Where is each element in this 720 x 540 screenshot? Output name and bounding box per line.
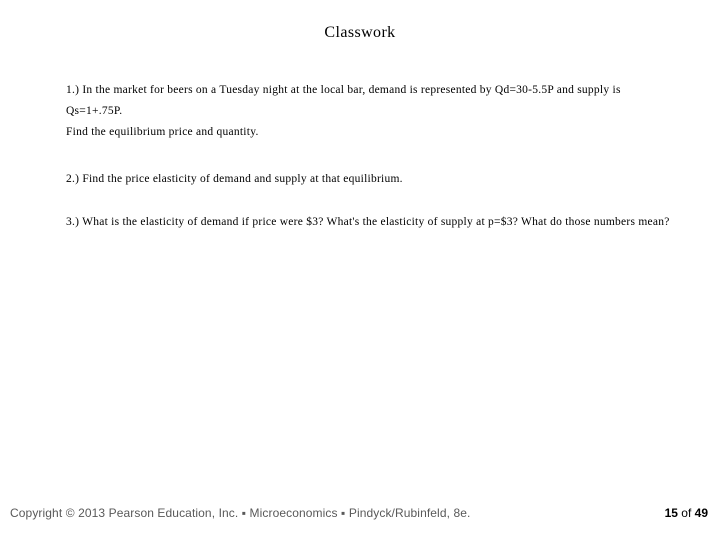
slide-footer — [0, 506, 720, 526]
page-number-current: 15 — [664, 506, 678, 520]
question-1-text: 1.) In the market for beers on a Tuesday night at the local bar, demand is represented by Qd=30-5.5P and supply is Qs=1+.75P. — [66, 84, 621, 117]
slide-body — [66, 80, 676, 233]
question-2-text: 2.) Find the price elasticity of demand and supply at that equilibrium. — [66, 173, 403, 185]
page-number-of: of — [681, 506, 692, 520]
question-1-followup-text: Find the equilibrium price and quantity. — [66, 126, 259, 138]
page-number — [665, 506, 708, 520]
copyright-text: Copyright © 2013 Pearson Education, Inc. ▪ Microeconomics ▪ Pindyck/Rubinfeld, 8e. — [10, 506, 471, 520]
page-title: Classwork — [324, 24, 396, 41]
page-number-total: 49 — [694, 506, 708, 520]
question-3-text: 3.) What is the elasticity of demand if price were $3? What's the elasticity of supply at p=$3? What do those numbers mean? — [66, 216, 670, 228]
